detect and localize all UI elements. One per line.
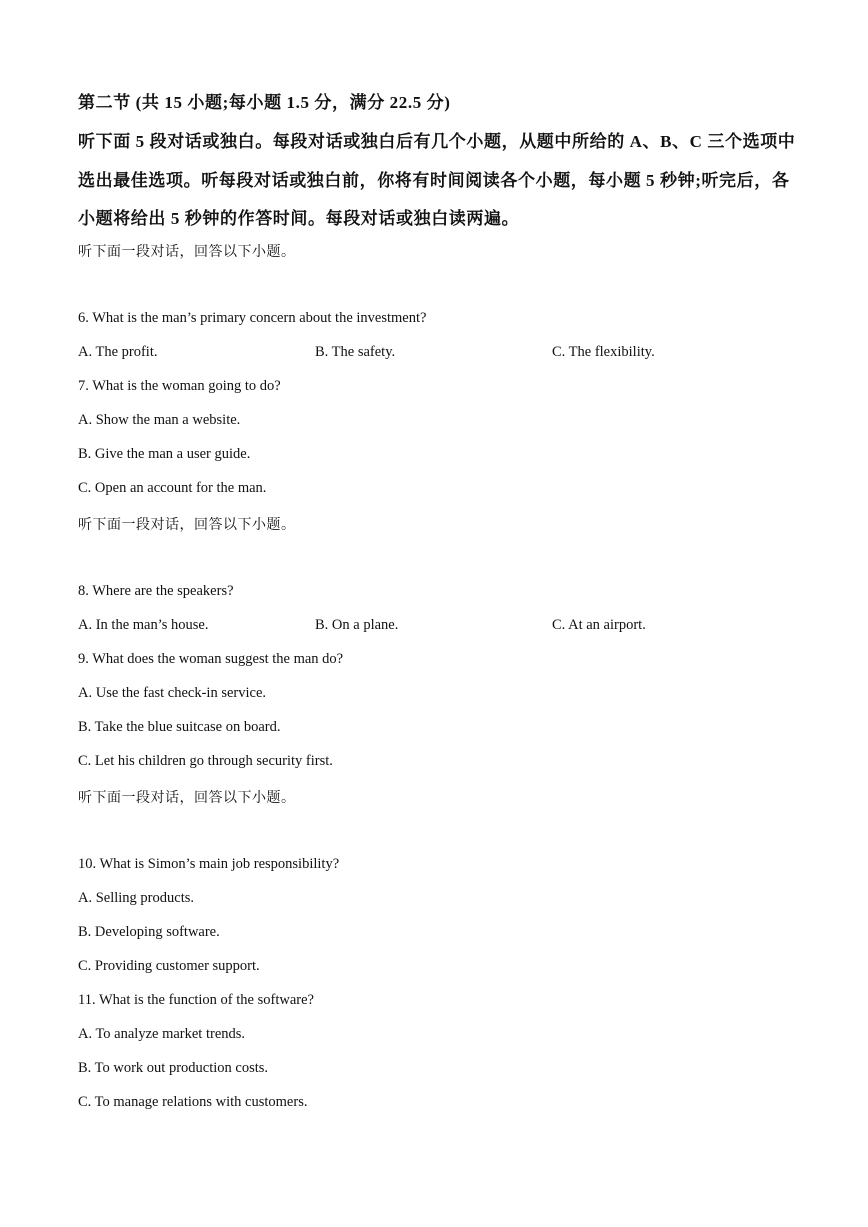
- q8-option-a: A. In the man’s house.: [78, 617, 209, 633]
- instruction-line-1: 听下面 5 段对话或独白。每段对话或独白后有几个小题，从题中所给的 A、B、C 三个选项中: [78, 132, 796, 151]
- q11-option-c: C. To manage relations with customers.: [78, 1094, 308, 1110]
- q7-option-c: C. Open an account for the man.: [78, 480, 267, 496]
- q8-option-b: B. On a plane.: [315, 617, 399, 633]
- question-stem-11: 11. What is the function of the software?: [78, 992, 314, 1008]
- q6-option-a: A. The profit.: [78, 344, 158, 360]
- question-stem-10: 10. What is Simon’s main job responsibility?: [78, 856, 340, 872]
- group-intro: 听下面一段对话，回答以下小题。: [78, 791, 296, 806]
- question-stem-7: 7. What is the woman going to do?: [78, 378, 281, 394]
- section-heading: 第二节 (共 15 小题;每小题 1.5 分，满分 22.5 分): [78, 93, 451, 112]
- q9-option-b: B. Take the blue suitcase on board.: [78, 719, 281, 735]
- q9-option-a: A. Use the fast check-in service.: [78, 685, 267, 701]
- q8-option-c: C. At an airport.: [552, 617, 646, 633]
- q10-option-b: B. Developing software.: [78, 924, 220, 940]
- q7-option-a: A. Show the man a website.: [78, 412, 241, 428]
- q10-option-c: C. Providing customer support.: [78, 958, 260, 974]
- group-intro: 听下面一段对话，回答以下小题。: [78, 518, 296, 533]
- q9-option-c: C. Let his children go through security first.: [78, 753, 333, 769]
- question-stem-6: 6. What is the man’s primary concern about the investment?: [78, 310, 427, 326]
- question-stem-9: 9. What does the woman suggest the man do?: [78, 651, 344, 667]
- group-intro: 听下面一段对话，回答以下小题。: [78, 245, 296, 260]
- q11-option-b: B. To work out production costs.: [78, 1060, 269, 1076]
- q7-option-b: B. Give the man a user guide.: [78, 446, 251, 462]
- q6-option-b: B. The safety.: [315, 344, 396, 360]
- instruction-line-2: 选出最佳选项。听每段对话或独白前，你将有时间阅读各个小题，每小题 5 秒钟;听完后，各: [78, 171, 790, 190]
- q10-option-a: A. Selling products.: [78, 890, 194, 906]
- instruction-line-3: 小题将给出 5 秒钟的作答时间。每段对话或独白读两遍。: [78, 209, 520, 228]
- q11-option-a: A. To analyze market trends.: [78, 1026, 246, 1042]
- question-stem-8: 8. Where are the speakers?: [78, 583, 234, 599]
- q6-option-c: C. The flexibility.: [552, 344, 655, 360]
